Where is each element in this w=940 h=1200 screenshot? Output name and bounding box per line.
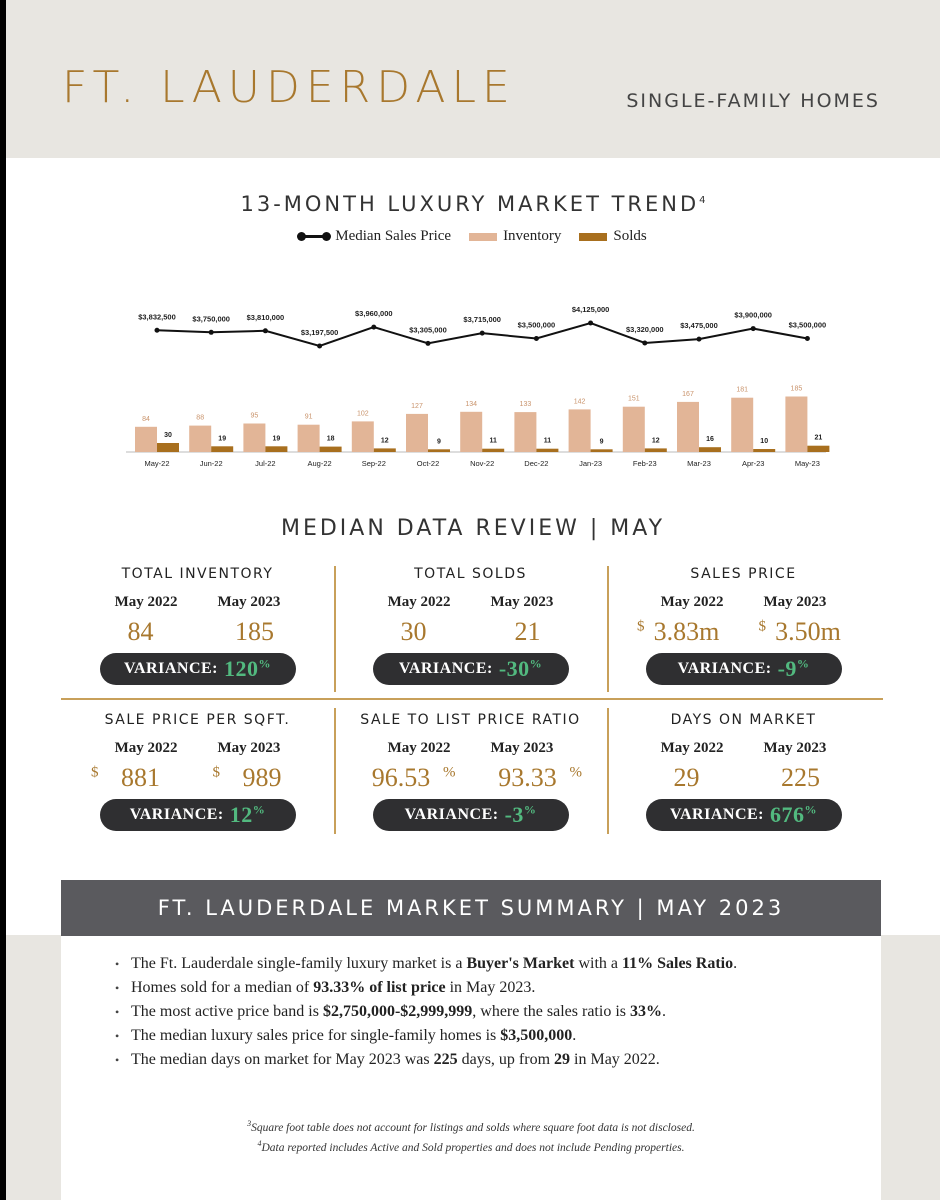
variance-pill — [100, 799, 296, 831]
bullet-text: with a — [574, 955, 622, 972]
median-price-label: $3,960,000 — [355, 309, 393, 319]
variance-number: -3 — [504, 802, 524, 827]
legend-label: Median Sales Price — [335, 228, 452, 244]
median-price-point — [371, 325, 376, 330]
summary-bullet — [119, 978, 737, 998]
median-price-label: $3,197,500 — [300, 328, 339, 337]
variance-value — [770, 802, 817, 828]
median-price-point — [805, 336, 810, 341]
summary-title: FT. LAUDERDALE MARKET SUMMARY | MAY 2023 — [157, 896, 785, 920]
solds-bar — [157, 443, 179, 452]
median-price-point — [697, 337, 702, 342]
metric-values — [607, 763, 880, 793]
x-tick-label: May-23 — [794, 459, 820, 468]
metric-card — [334, 708, 607, 848]
metric-value-2023 — [486, 763, 583, 793]
year-label: May 2023 — [763, 594, 827, 610]
x-tick-label: May-22 — [144, 459, 170, 468]
header-band — [6, 0, 940, 158]
year-label: May 2022 — [114, 740, 178, 756]
solds-bar — [536, 449, 558, 452]
footnote-4 — [61, 1136, 881, 1156]
solds-data-label: 18 — [326, 435, 335, 443]
median-price-label: $3,320,000 — [626, 324, 664, 334]
legend-bar-swatch — [579, 233, 607, 241]
metric-card — [61, 562, 334, 702]
median-price-point — [426, 341, 431, 346]
solds-data-label: 12 — [380, 437, 389, 445]
metric-title: SALE TO LIST PRICE RATIO — [360, 712, 581, 728]
metric-value-2023 — [759, 617, 851, 647]
bullet-text: . — [733, 955, 738, 972]
solds-data-label: 12 — [651, 437, 660, 445]
median-price-point — [751, 326, 756, 331]
median-price-label: $3,500,000 — [788, 320, 827, 330]
solds-bar — [482, 449, 504, 452]
year-label: May 2023 — [763, 740, 827, 756]
bullet-emphasis: 225 — [433, 1051, 458, 1068]
solds-bar — [753, 449, 775, 452]
metric-value-2022 — [359, 763, 456, 793]
chart-title — [6, 192, 940, 216]
variance-pill — [646, 799, 842, 831]
median-price-label: $3,810,000 — [246, 312, 285, 322]
year-label: May 2022 — [660, 740, 724, 756]
year-label: May 2022 — [387, 740, 451, 756]
x-tick-label: Dec-22 — [524, 459, 549, 468]
solds-data-label: 10 — [760, 438, 769, 445]
value-number: 3.83m — [653, 617, 720, 646]
chart-title-footnote-mark: 4 — [699, 195, 706, 206]
metric-value-2023 — [486, 617, 570, 647]
variance-label: VARIANCE: — [677, 660, 772, 677]
variance-pill — [646, 653, 842, 685]
legend-label: Inventory — [503, 228, 562, 244]
footnotes — [61, 1116, 881, 1156]
value-prefix: $ — [212, 764, 220, 781]
bullet-emphasis: 33% — [630, 1003, 662, 1020]
x-tick-label: Jun-22 — [199, 459, 223, 468]
metric-years — [607, 740, 880, 757]
solds-bar — [807, 446, 829, 452]
variance-pill — [373, 799, 569, 831]
value-suffix: % — [569, 764, 582, 781]
median-review-title: MEDIAN DATA REVIEW | MAY — [280, 516, 666, 541]
median-price-point — [534, 336, 539, 341]
variance-unit: % — [804, 802, 817, 817]
metric-value-2023 — [213, 617, 297, 647]
metric-card — [607, 562, 880, 702]
bullet-text: . — [662, 1003, 666, 1020]
summary-bullet-list — [119, 954, 737, 1074]
median-price-point — [209, 330, 214, 335]
solds-bar — [591, 449, 613, 452]
value-suffix: % — [443, 764, 456, 781]
bullet-emphasis: 11% Sales Ratio — [621, 955, 734, 972]
solds-data-label: 9 — [599, 438, 604, 446]
x-tick-label: Apr-23 — [741, 459, 765, 468]
bullet-emphasis: Buyer's Market — [466, 955, 575, 972]
median-price-label: $3,900,000 — [734, 310, 772, 320]
solds-data-label: 19 — [218, 435, 227, 443]
legend-item-inventory — [469, 228, 561, 245]
variance-label: VARIANCE: — [670, 806, 764, 823]
bullet-text: The median days on market for May 2023 was — [131, 1051, 434, 1068]
value-number: 84 — [127, 617, 154, 646]
median-price-point — [480, 331, 485, 336]
inventory-data-label: 91 — [304, 413, 313, 421]
median-price-label: $4,125,000 — [571, 305, 610, 314]
metric-value-2023 — [213, 763, 305, 793]
summary-title-bar — [61, 880, 881, 936]
bullet-text: days, up from — [457, 1051, 555, 1068]
metric-value-2022 — [91, 763, 183, 793]
metric-card — [607, 708, 880, 848]
variance-value — [230, 802, 266, 828]
inventory-bar — [514, 412, 536, 452]
metric-values — [607, 617, 880, 647]
variance-pill — [373, 653, 569, 685]
year-label: May 2023 — [490, 594, 554, 610]
bullet-text: in May 2023. — [445, 979, 536, 996]
year-label: May 2022 — [114, 594, 178, 610]
median-price-point — [642, 340, 647, 345]
footnote-text: Data reported includes Active and Sold properties and does not include Pending properties. — [261, 1141, 685, 1154]
inventory-data-label: 95 — [250, 412, 259, 420]
inventory-data-label: 84 — [142, 415, 150, 423]
solds-data-label: 30 — [164, 432, 172, 439]
bullet-text: , where the sales ratio is — [472, 1003, 630, 1020]
median-price-label: $3,475,000 — [680, 321, 718, 331]
year-label: May 2022 — [660, 594, 724, 610]
variance-value — [778, 656, 810, 682]
inventory-data-label: 133 — [519, 401, 532, 409]
inventory-bar — [623, 407, 645, 452]
variance-number: -9 — [777, 656, 797, 681]
value-number: 30 — [400, 617, 427, 646]
bullet-emphasis: $2,750,000-$2,999,999 — [322, 1003, 473, 1020]
variance-number: 12 — [229, 802, 253, 827]
variance-unit: % — [523, 802, 537, 817]
median-price-point — [588, 321, 593, 326]
legend-line-marker — [299, 235, 329, 238]
value-prefix: $ — [637, 618, 645, 635]
solds-data-label: 9 — [437, 438, 441, 446]
variance-unit: % — [796, 656, 810, 671]
summary-bullet — [119, 1002, 737, 1022]
bullet-text: The Ft. Lauderdale single-family luxury market is a — [131, 955, 467, 972]
variance-label: VARIANCE: — [404, 806, 499, 823]
value-number: 93.33 — [498, 763, 557, 792]
year-label: May 2023 — [217, 594, 281, 610]
variance-number: 120 — [224, 656, 259, 681]
market-trend-chart — [6, 295, 940, 475]
metric-values — [61, 617, 334, 647]
inventory-bar — [352, 421, 374, 452]
variance-label: VARIANCE: — [398, 660, 493, 677]
solds-bar — [374, 448, 396, 452]
value-number: 185 — [235, 617, 274, 646]
inventory-bar — [135, 427, 157, 452]
year-label: May 2022 — [387, 594, 451, 610]
variance-value — [505, 802, 537, 828]
variance-unit: % — [258, 656, 271, 671]
x-tick-label: Sep-22 — [361, 459, 386, 468]
solds-bar — [265, 446, 287, 452]
variance-label: VARIANCE: — [129, 806, 224, 823]
metric-title: SALES PRICE — [690, 566, 797, 582]
value-number: 96.53 — [371, 763, 431, 792]
solds-bar — [645, 448, 667, 452]
x-tick-label: Mar-23 — [687, 459, 711, 468]
solds-bar — [428, 449, 450, 452]
metrics-grid — [61, 562, 881, 842]
solds-bar — [699, 447, 721, 452]
bullet-text: The most active price band is — [131, 1003, 323, 1020]
summary-bullet — [119, 954, 737, 974]
solds-bar — [211, 446, 233, 452]
inventory-data-label: 134 — [465, 400, 478, 408]
median-price-point — [155, 328, 160, 333]
footnote-mark: 3 — [247, 1119, 252, 1128]
year-label: May 2023 — [490, 740, 554, 756]
bullet-text: Homes sold for a median of — [131, 979, 314, 996]
metric-value-2022 — [645, 763, 729, 793]
footnote-3 — [61, 1116, 881, 1136]
x-tick-label: Aug-22 — [307, 459, 332, 468]
metric-title: DAYS ON MARKET — [670, 712, 817, 728]
inventory-data-label: 185 — [790, 385, 803, 393]
metric-value-2022 — [99, 617, 183, 647]
year-label: May 2023 — [217, 740, 281, 756]
chart-legend — [6, 228, 940, 245]
x-tick-label: Jan-23 — [579, 459, 603, 468]
solds-data-label: 19 — [272, 435, 281, 443]
variance-unit: % — [529, 656, 543, 671]
inventory-data-label: 181 — [736, 386, 749, 394]
inventory-bar — [298, 425, 320, 452]
legend-item-solds — [579, 228, 646, 245]
bullet-emphasis: 93.33% of list price — [313, 979, 446, 996]
value-number: 29 — [673, 763, 700, 792]
value-number: 881 — [121, 763, 160, 792]
footnote-mark: 4 — [257, 1138, 262, 1148]
inventory-bar — [406, 414, 428, 452]
variance-number: -30 — [498, 656, 530, 681]
footnote-text: Square foot table does not account for listings and solds where square foot data is not disclosed. — [251, 1121, 695, 1134]
property-type-subtitle: SINGLE-FAMILY HOMES — [626, 90, 880, 112]
report-page — [6, 0, 940, 1200]
median-price-label: $3,715,000 — [463, 315, 501, 325]
value-number: 225 — [781, 763, 820, 792]
median-price-label: $3,500,000 — [517, 320, 556, 330]
variance-number: 676 — [770, 802, 805, 827]
inventory-data-label: 142 — [573, 398, 586, 406]
metric-value-2022 — [372, 617, 456, 647]
metric-years — [61, 740, 334, 757]
inventory-data-label: 151 — [627, 395, 640, 403]
variance-value — [499, 656, 542, 682]
metric-years — [607, 594, 880, 611]
metric-card — [61, 708, 334, 848]
metric-value-2022 — [637, 617, 729, 647]
legend-label: Solds — [613, 228, 647, 244]
variance-pill — [100, 653, 296, 685]
metric-card — [334, 562, 607, 702]
solds-data-label: 11 — [543, 437, 552, 445]
metric-title: SALE PRICE PER SQFT. — [104, 712, 291, 728]
median-price-point — [317, 344, 322, 349]
solds-bar — [320, 447, 342, 452]
metric-values — [61, 763, 334, 793]
x-tick-label: Oct-22 — [416, 459, 440, 468]
metric-value-2023 — [759, 763, 843, 793]
metric-years — [61, 594, 334, 611]
value-prefix: $ — [91, 764, 99, 781]
median-price-label: $3,305,000 — [409, 325, 447, 335]
bullet-emphasis: $3,500,000 — [500, 1027, 573, 1044]
median-price-point — [263, 328, 268, 333]
solds-data-label: 21 — [814, 434, 823, 442]
market-summary-card — [61, 880, 881, 1200]
value-prefix: $ — [758, 618, 766, 635]
variance-unit: % — [252, 802, 266, 817]
inventory-bar — [677, 402, 699, 452]
median-price-label: $3,750,000 — [192, 314, 230, 324]
inventory-bar — [243, 424, 265, 453]
variance-label: VARIANCE: — [124, 660, 218, 677]
inventory-bar — [569, 409, 591, 452]
city-title: FT. LAUDERDALE — [62, 62, 516, 113]
summary-bullet — [119, 1050, 737, 1070]
value-number: 3.50m — [775, 617, 841, 646]
metric-years — [334, 740, 607, 757]
metric-values — [334, 617, 607, 647]
inventory-bar — [460, 412, 482, 452]
metric-values — [334, 763, 607, 793]
median-price-label: $3,832,500 — [138, 312, 176, 322]
bullet-emphasis: 29 — [554, 1051, 571, 1068]
value-number: 989 — [242, 763, 282, 792]
value-number: 21 — [514, 617, 541, 646]
bullet-text: in May 2022. — [570, 1051, 660, 1068]
bullet-text: . — [572, 1027, 577, 1044]
bullet-text: The median luxury sales price for single-family homes is — [131, 1027, 501, 1044]
solds-data-label: 16 — [706, 436, 714, 444]
x-tick-label: Jul-22 — [255, 459, 276, 468]
x-tick-label: Nov-22 — [470, 459, 495, 468]
legend-item-median-price — [299, 228, 451, 245]
summary-bullet — [119, 1026, 737, 1046]
x-tick-label: Feb-23 — [632, 459, 657, 468]
inventory-bar — [189, 426, 211, 452]
solds-data-label: 11 — [489, 437, 497, 445]
inventory-data-label: 167 — [682, 390, 694, 398]
metric-years — [334, 594, 607, 611]
metric-title: TOTAL INVENTORY — [121, 566, 274, 582]
legend-bar-swatch — [469, 233, 497, 241]
variance-value — [224, 656, 271, 682]
inventory-bar — [785, 397, 807, 453]
inventory-data-label: 127 — [411, 402, 423, 410]
inventory-data-label: 102 — [356, 410, 369, 418]
inventory-bar — [731, 398, 753, 452]
inventory-data-label: 88 — [196, 414, 205, 422]
metric-title: TOTAL SOLDS — [414, 566, 527, 582]
chart-title-text: 13-MONTH LUXURY MARKET TREND — [240, 192, 700, 216]
